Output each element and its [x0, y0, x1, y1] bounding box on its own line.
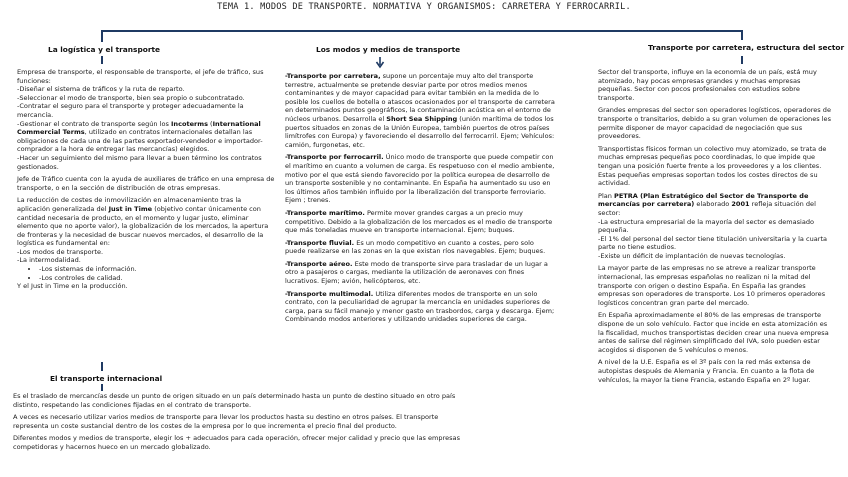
funcion-item: -Diseñar el sistema de tráficos y la ruta de reparto. [17, 85, 185, 94]
modo-fluvial: -Transporte fluvial. Es un modo competitivo en cuanto a costes, pero solo puede realizarse en las zonas en la que existan ríos navegables. Ejem; buques. [285, 238, 546, 256]
petra-item: -La estructura empresarial de la mayoría del sector es demasiado pequeña. [598, 217, 815, 235]
modo-multimodal: -Transporte multimodal. Utiliza diferentes modos de transporte en un solo contrato, con la peculiaridad de agrupar la mercancía en unidades superiores de carga, para su fácil manejo y menor gasto en trasbordos, carga y descarga. Ejem; Combinando modos anteriores y utilizando unidades superiores de carga. [285, 289, 555, 324]
modo-aereo: -Transporte aéreo. Este modo de transporte sirve para trasladar de un lugar a otro a pasajeros o cargas, mediante la utilización de aeronaves con fines lucrativos. Ejem; avión, helicópteros, etc. [285, 259, 548, 286]
connector-right-drop [741, 30, 743, 40]
funcion-seguimiento: -Hacer un seguimiento del mismo para llevar a buen término los contratos gestionados. [17, 153, 262, 171]
list-item: • -Los sistemas de información. [39, 265, 275, 274]
jefe-trafico-text: Jefe de Tráfico cuenta con la ayuda de auxiliares de tráfico en una empresa de transporte, o en la sección de distribución de otras empresas. [17, 175, 275, 192]
intermodalidad-list [39, 265, 275, 282]
connector-from-internacional [101, 384, 103, 391]
internacional-paragraph: Es el traslado de mercancías desde un punto de origen situado en un país determinado hasta un punto de destino situado en otro país distinto, respetando las condiciones fijadas en el contrato de transporte. [13, 392, 456, 409]
internacional-paragraph: Diferentes modos y medios de transporte, elegir los + adecuados para cada operación, ofrecer mejor calidad y precio que las empresas competidoras y hacernos hueco en un mercado globalizado. [13, 434, 460, 451]
logistica-item: -Los modos de transporte. [17, 247, 104, 256]
modo-maritimo: -Transporte marítimo. Permite mover grandes cargas a un precio muy competitivo. Debido a la globalización de los mercados es el medio de transporte que más toneladas mueve en transporte internacional. Ejem; buques. [285, 208, 553, 235]
page-title: TEMA 1. MODOS DE TRANSPORTE. NORMATIVA Y ORGANISMOS: CARRETERA Y FERROCARRIL. [217, 2, 631, 12]
funcion-item: -Contratar el seguro para el transporte y proteger adecuadamente la mercancía. [17, 102, 244, 119]
connector-carretera-down [741, 56, 743, 64]
arrow-to-modos [0, 0, 1, 1]
heading-internacional: El transporte internacional [50, 374, 163, 383]
connector-left-drop [101, 30, 103, 42]
plan-petra: Plan PETRA (Plan Estratégico del Sector de Transporte de mercancías por carretera) elaborado 2001 refleja situación del sector: [598, 191, 816, 217]
petra-item: -Existe un déficit de implantación de nuevas tecnologías. [598, 251, 786, 260]
funcion-item: -Seleccionar el modo de transporte, bien sea propio o subcontratado. [17, 93, 245, 102]
logistica-item: -La intermodalidad. [17, 256, 81, 265]
just-in-time-final: Y el Just in Time en la producción. [17, 282, 128, 291]
sector-paragraph: Sector del transporte, influye en la economía de un país, está muy atomizado, hay pocas empresas grandes y muchas empresas pequeñas. Sector con pocos profesionales con estudios sobre transporte. [598, 68, 817, 102]
carretera-column [598, 68, 834, 388]
connector-horizontal [101, 30, 743, 32]
sector-paragraph: La mayor parte de las empresas no se atreve a realizar transporte internacional, las empresas españolas no realizan ni la mitad del transporte con origen o destino España. En España las grandes empresas son operadores de transporte. Los 10 primeros operadores logísticos concentran gran parte del mercado. [598, 264, 826, 307]
just-in-time-text: La reducción de costes de inmovilización en almacenamiento tras la aplicación generalizada del Just in Time (objetivo contar únicamente con cantidad necesaria de producto, en el momento y lugar justo, eliminar elemento que no aporte valor), la globalización de los mercados, la apertura de fronteras y la necesidad de buscar nuevos mercados, el desarrollo de la logística es fundamental en: [17, 196, 269, 248]
logistica-column [17, 68, 275, 291]
heading-logistica: La logística y el transporte [48, 45, 161, 54]
sector-paragraph: En España aproximadamente el 80% de las empresas de transporte dispone de un solo vehículo. Factor que incide en esta atomización es la fiscalidad, muchos transportistas deciden crear una nueva empresa antes de salirse del régimen simplificado del IVA, solo pueden estar acogidos si disponen de 5 vehículos o menos. [598, 311, 829, 354]
list-item: • -Los controles de calidad. [39, 274, 275, 283]
connector-logistica-down [101, 56, 103, 64]
modo-carretera: -Transporte por carretera, supone un porcentaje muy alto del transporte terrestre, actualmente se pretende desviar parte por otros medios menos contaminantes y de mayor capacidad para evitar también en la medida de lo posible los cuellos de botella o atascos ocasionados por el transporte de carretera en determinados puntos geográficos, la contaminación acústica en el entorno de núcleos urbanos. Desarrolla el Short Sea Shipping (unión marítima de todos los puertos situados en zonas de la Unión Europea, también puertos de otros países limítrofes con Europa) y favoreciendo el desarrollo del ferrocarril. Ejem; Vehículos: camión, furgonetas, etc. [285, 72, 555, 149]
internacional-paragraph: A veces es necesario utilizar varios medios de transporte para llevar los productos hasta su destino en otros países. El transporte representa un coste sustancial dentro de los costes de la empresa por lo que incrementa el precio final del producto. [13, 413, 439, 430]
internacional-column [13, 392, 475, 456]
connector-to-internacional [101, 362, 103, 371]
heading-modos: Los modos y medios de transporte [316, 45, 461, 54]
sector-paragraph: Grandes empresas del sector son operadores logísticos, operadores de transporte o transitarios, debido a su gran volumen de operaciones les permite disponer de mayor capacidad de negociación que sus proveedores. [598, 106, 831, 141]
modo-ferrocarril: -Transporte por ferrocarril. Único modo de transporte que puede competir con el marítimo en cuanto a volumen de carga. Es respetuoso con el medio ambiente, motivo por el que está siendo favorecido por la política europea de desarrollo de un transporte sostenible y no contaminante. En España ha aumentado su uso en los últimos años también influido por la liberalización del transporte ferroviario. Ejem ; trenes. [285, 153, 555, 205]
funciones-intro: Empresa de transporte, el responsable de transporte, el jefe de tráfico, sus funciones: [17, 68, 264, 85]
petra-item: -El 1% del personal del sector tiene titulación universitaria y la cuarta parte no tiene estudios. [598, 234, 828, 252]
funcion-incoterms: -Gestionar el contrato de transporte según los Incoterms (International Commercial Terms, utilizado en contratos internacionales detallan las obligaciones de cada una de las partes exportador-vendedor e importador-comprador a la hora de entregar las mercancías) elegidos. [17, 119, 263, 154]
modos-column [285, 72, 555, 328]
sector-paragraph: A nivel de la U.E. España es el 3º país con la red más extensa de autopistas después de Alemania y Francia. En cuanto a la flota de vehículos, la mayor la tiene Francia, estando España en 2º lugar. [598, 358, 815, 384]
heading-carretera: Transporte por carretera, estructura del sector [648, 43, 845, 52]
sector-paragraph: Transportistas físicos forman un colectivo muy atomizado, se trata de muchas empresas pequeñas poco coordinadas, lo que impide que tengan una posición fuerte frente a los proveedores y a los clientes. Estas pequeñas empresas soportan todos los costes directos de su actividad. [598, 144, 827, 188]
